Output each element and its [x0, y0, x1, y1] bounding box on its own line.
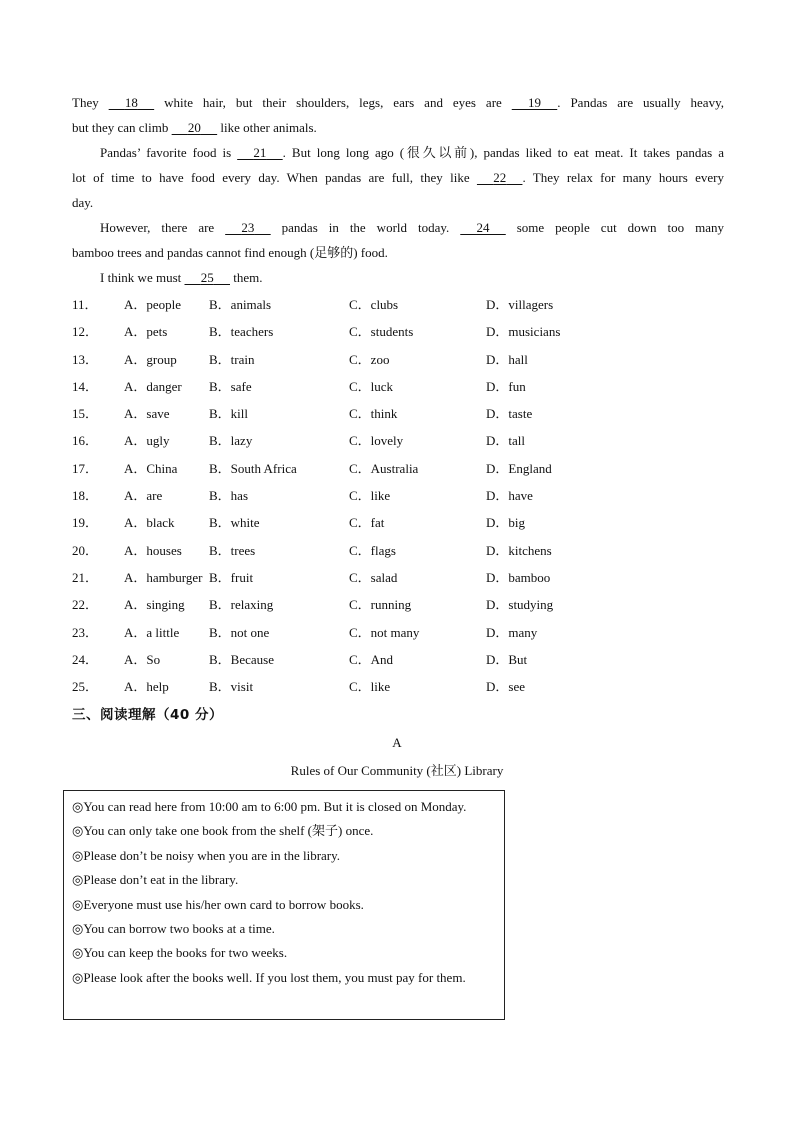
option-d: D．musicians	[486, 324, 561, 340]
library-rule: ◎Everyone must use his/her own card to borrow books.	[72, 896, 364, 912]
question-number: 19．	[72, 515, 99, 531]
library-rule: ◎Please don’t be noisy when you are in the library.	[72, 847, 341, 863]
question-row	[72, 482, 632, 509]
option-a: A．danger	[124, 378, 182, 394]
option-a: A．So	[124, 651, 161, 667]
question-number: 15．	[72, 406, 99, 422]
option-c: C．running	[349, 597, 412, 613]
option-b: B．animals	[209, 297, 272, 312]
option-a: A．save	[124, 406, 170, 422]
library-rule: ◎You can read here from 10:00 am to 6:00 pm. But it is closed on Monday.	[72, 799, 467, 814]
option-b: B．not one	[209, 624, 270, 640]
option-d: D．studying	[486, 597, 554, 613]
option-d: D．hall	[486, 351, 528, 367]
option-b: B．kill	[209, 406, 249, 422]
option-c: C．like	[349, 679, 391, 695]
question-row	[72, 455, 632, 482]
library-rule: ◎You can borrow two books at a time.	[72, 921, 275, 937]
option-b: B．lazy	[209, 433, 253, 449]
option-a: A．ugly	[124, 433, 170, 449]
option-b: B．fruit	[209, 569, 254, 585]
question-row	[72, 291, 632, 318]
question-number: 20．	[72, 542, 99, 558]
blank-24: 24	[476, 220, 490, 235]
option-c: C．salad	[349, 569, 398, 585]
question-number: 16．	[72, 433, 99, 449]
option-a: A．a little	[124, 624, 180, 640]
option-d: D．see	[486, 679, 525, 695]
option-a: A．China	[124, 460, 178, 476]
option-b: B．teachers	[209, 324, 274, 340]
option-c: C．zoo	[349, 351, 390, 367]
blank-22: 22	[493, 170, 507, 185]
option-a: A．hamburger	[124, 569, 203, 585]
blank-25: 25	[200, 270, 214, 285]
question-row	[72, 509, 632, 536]
question-row	[72, 427, 632, 454]
option-c: C．like	[349, 488, 391, 504]
question-number: 23．	[72, 624, 99, 640]
question-number: 11．	[72, 297, 98, 312]
option-b: B．safe	[209, 378, 252, 394]
option-c: C．And	[349, 651, 394, 667]
blank-21: 21	[253, 145, 267, 160]
option-d: D．tall	[486, 433, 525, 449]
passage-line: They 18 white hair, but their shoulders, legs, ears and eyes are 19 . Pandas are usually heavy,	[72, 90, 724, 115]
library-rule: ◎You can keep the books for two weeks.	[72, 945, 288, 961]
question-number: 17．	[72, 460, 99, 476]
option-d: D．have	[486, 488, 533, 504]
answer-options	[72, 291, 632, 700]
option-a: A．houses	[124, 542, 182, 558]
option-a: A．are	[124, 488, 163, 504]
question-row	[72, 646, 632, 673]
passage-line: I think we must 25 them.	[72, 265, 724, 290]
option-d: D．kitchens	[486, 542, 552, 558]
question-row	[72, 318, 632, 345]
option-b: B．trees	[209, 542, 256, 558]
option-c: C．clubs	[349, 297, 399, 312]
option-b: B．white	[209, 515, 260, 531]
option-c: C．flags	[349, 542, 396, 558]
library-rules-box	[63, 790, 505, 1020]
option-b: B．visit	[209, 679, 254, 695]
option-a: A．people	[124, 297, 182, 312]
question-row	[72, 564, 632, 591]
option-b: B．relaxing	[209, 597, 274, 613]
library-rule: ◎Please look after the books well. If you lost them, you must pay for them.	[72, 969, 466, 985]
question-number: 25．	[72, 679, 99, 695]
option-d: D．England	[486, 460, 552, 476]
option-d: D．many	[486, 624, 538, 640]
option-a: A．group	[124, 351, 177, 367]
question-row	[72, 400, 632, 427]
passage-line: lot of time to have food every day. When pandas are full, they like 22 . They relax for many hours every	[72, 165, 724, 190]
passage-line: bamboo trees and pandas cannot find enough (足够的) food.	[72, 245, 388, 260]
option-a: A．singing	[124, 597, 185, 613]
library-rule: ◎You can only take one book from the shelf (架子) once.	[72, 823, 374, 839]
option-d: D．But	[486, 651, 528, 667]
blank-23: 23	[241, 220, 255, 235]
question-number: 14．	[72, 378, 99, 394]
option-d: D．bamboo	[486, 569, 551, 585]
question-row	[72, 591, 632, 618]
passage-line: However, there are 23 pandas in the world today. 24 some people cut down too many	[72, 215, 724, 240]
blank-19: 19	[528, 95, 541, 110]
question-number: 13．	[72, 351, 99, 367]
question-number: 22．	[72, 597, 99, 613]
passage-line: Pandas’ favorite food is 21 . But long long ago (很久以前), pandas liked to eat meat. It takes pandas a	[72, 140, 724, 165]
question-row	[72, 619, 632, 646]
option-c: C．think	[349, 406, 398, 422]
option-c: C．luck	[349, 378, 394, 394]
option-c: C．not many	[349, 624, 420, 640]
question-number: 18．	[72, 488, 99, 504]
blank-20: 20	[187, 120, 201, 135]
option-d: D．fun	[486, 378, 526, 394]
question-number: 12．	[72, 324, 99, 340]
section-title: 三、阅读理解（40 分）	[72, 707, 223, 723]
option-c: C．Australia	[349, 460, 419, 476]
option-c: C．students	[349, 324, 414, 340]
option-d: D．big	[486, 515, 526, 531]
passage-line: day.	[72, 195, 94, 210]
option-b: B．has	[209, 488, 249, 504]
option-c: C．fat	[349, 515, 385, 531]
option-c: C．lovely	[349, 433, 404, 449]
cloze-passage	[72, 90, 724, 290]
option-b: B．Because	[209, 651, 274, 667]
question-number: 24．	[72, 651, 99, 667]
option-b: B．train	[209, 351, 255, 367]
passage-label: A	[392, 735, 402, 750]
option-a: A．help	[124, 679, 169, 695]
question-row	[72, 673, 632, 700]
question-number: 21．	[72, 569, 99, 585]
question-row	[72, 346, 632, 373]
library-rule: ◎Please don’t eat in the library.	[72, 872, 239, 888]
option-d: D．villagers	[486, 297, 554, 312]
question-row	[72, 373, 632, 400]
option-b: B．South Africa	[209, 460, 297, 476]
option-d: D．taste	[486, 406, 533, 422]
option-a: A．black	[124, 515, 175, 531]
blank-18: 18	[124, 95, 138, 110]
question-row	[72, 537, 632, 564]
passage-line: but they can climb 20 like other animals.	[72, 115, 724, 140]
passage-title: Rules of Our Community (社区) Library	[290, 763, 504, 778]
option-a: A．pets	[124, 324, 168, 340]
